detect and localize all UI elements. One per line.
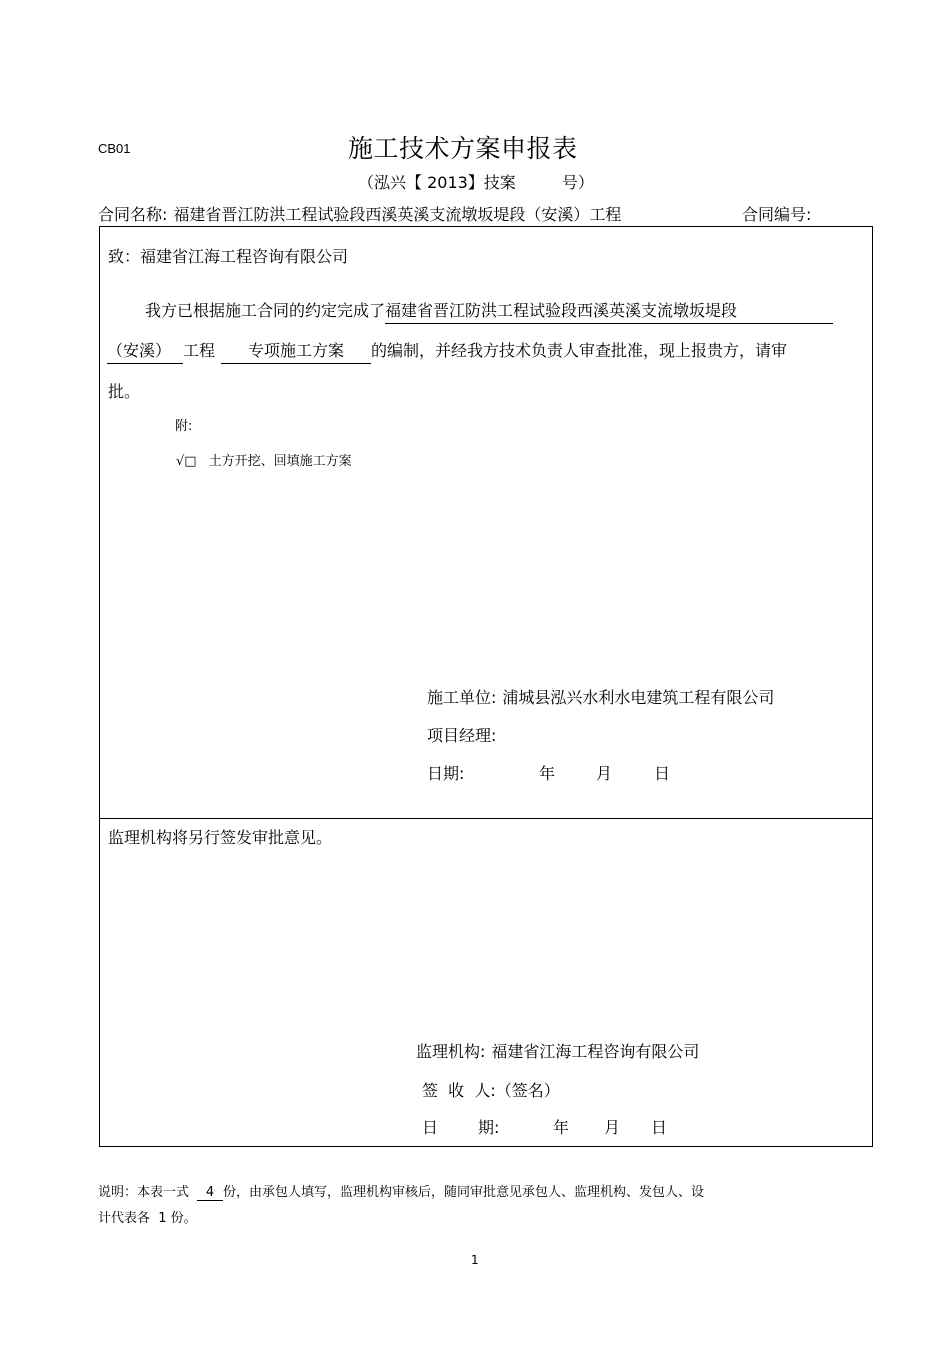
supervisor-month: 月 xyxy=(604,1118,621,1137)
project-word: 工程 xyxy=(183,341,216,360)
receiver-line xyxy=(422,1078,560,1101)
contractor-line xyxy=(427,685,774,708)
contractor-date-label: 日期: xyxy=(427,764,465,783)
supervisor-org-value: 福建省江海工程咨询有限公司 xyxy=(491,1042,700,1061)
document-number-suffix: 号） xyxy=(561,173,594,192)
plan-type: 专项施工方案 xyxy=(221,338,371,364)
contract-name-value: 福建省晋江防洪工程试验段西溪英溪支流墩坂堤段（安溪）工程 xyxy=(173,205,622,224)
project-name-b: （安溪） xyxy=(107,338,183,364)
contractor-date-line xyxy=(427,761,671,784)
statement-lead: 我方已根据施工合同的约定完成了 xyxy=(145,301,386,320)
statement-rest: 的编制，并经我方技术负责人审查批准，现上报贵方，请审 xyxy=(371,341,788,360)
contractor-year: 年 xyxy=(539,764,556,783)
attachment-item-text: 土方开挖、回填施工方案 xyxy=(208,454,352,469)
supervisor-org-label: 监理机构: xyxy=(416,1042,486,1061)
project-manager-label: 项目经理: xyxy=(427,726,497,745)
form-code: CB01 xyxy=(98,141,131,156)
contractor-month: 月 xyxy=(596,764,613,783)
copies-count: 4 xyxy=(197,1185,223,1201)
statement-line-1 xyxy=(145,298,833,324)
contract-name-line xyxy=(98,202,621,225)
supervisor-day: 日 xyxy=(651,1118,668,1137)
supervisor-year: 年 xyxy=(553,1118,570,1137)
supervisor-org-line xyxy=(416,1039,699,1062)
contract-number-label: 合同编号: xyxy=(742,205,812,224)
document-number xyxy=(358,170,594,193)
section-divider xyxy=(100,818,872,819)
application-form-box xyxy=(99,226,873,1147)
project-name-a: 福建省晋江防洪工程试验段西溪英溪支流墩坂堤段 xyxy=(385,298,833,324)
attachment-item xyxy=(176,450,352,469)
page-number: 1 xyxy=(471,1253,479,1267)
addressee-line: 致：福建省江海工程咨询有限公司 xyxy=(108,247,349,266)
checked-box-icon: √□ xyxy=(176,454,197,469)
statement-line-2 xyxy=(107,338,787,364)
supervisor-opinion: 监理机构将另行签发审批意见。 xyxy=(108,828,333,847)
supervisor-date-label-b: 期: xyxy=(478,1118,500,1137)
receiver-label: 签 收 人: xyxy=(422,1081,496,1100)
footer-rest: 份，由承包人填写，监理机构审核后，随同审批意见承包人、监理机构、发包人、设 xyxy=(223,1185,705,1200)
page-title: 施工技术方案申报表 xyxy=(348,134,578,163)
contractor-day: 日 xyxy=(654,764,671,783)
contract-name-label: 合同名称: xyxy=(98,205,168,224)
statement-end: 批。 xyxy=(108,382,141,401)
contractor-label: 施工单位: xyxy=(427,688,497,707)
footer-note-line-2: 计代表各 1 份。 xyxy=(98,1211,197,1226)
document-number-prefix: （泓兴【 2013】技案 xyxy=(358,173,516,192)
contractor-value: 浦城县泓兴水利水电建筑工程有限公司 xyxy=(502,688,775,707)
supervisor-date-line xyxy=(422,1115,682,1137)
footer-prefix: 说明：本表一式 xyxy=(98,1185,190,1200)
attachment-label: 附: xyxy=(175,419,193,434)
supervisor-date-label-a: 日 xyxy=(422,1118,439,1137)
footer-note-line-1 xyxy=(98,1181,704,1201)
receiver-signature: （签名） xyxy=(495,1081,560,1100)
